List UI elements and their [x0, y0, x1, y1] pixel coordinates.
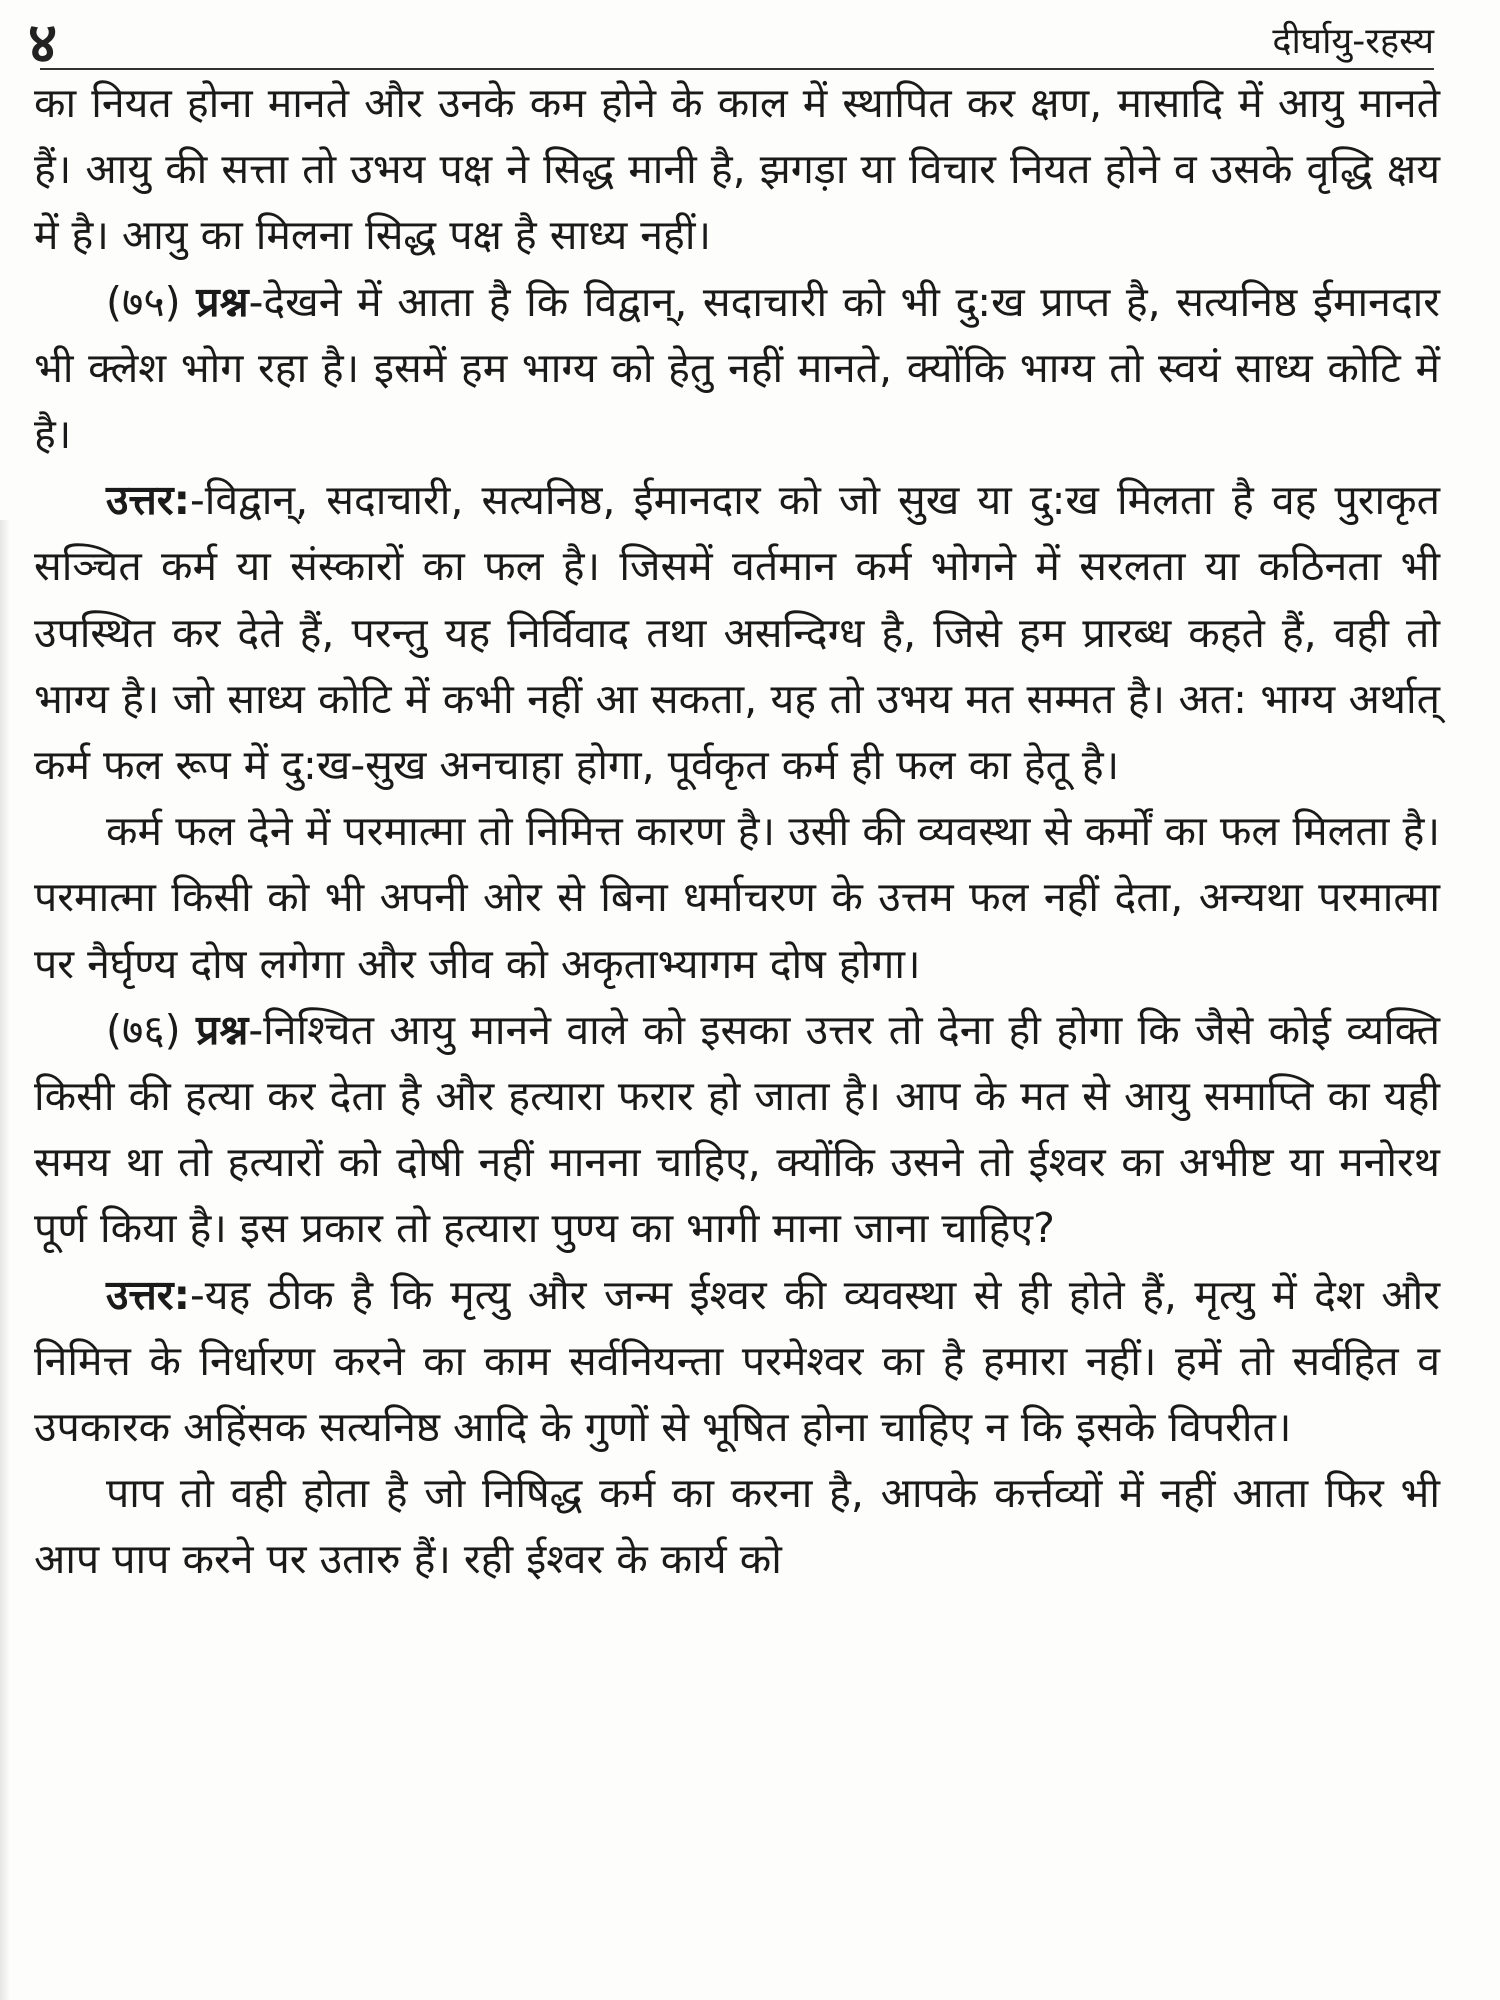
body-text: [34, 70, 1440, 1593]
page-number: ४: [28, 11, 58, 76]
answer-text: -यह ठीक है कि मृत्यु और जन्म ईश्वर की व्यवस्था से ही होते हैं, मृत्यु में देश और निमित्त के निर्धारण करने का काम सर्वनियन्ता परमेश्वर का है हमारा नहीं। हमें तो सर्वहित व उपकारक अहिंसक सत्यनिष्ठ आदि के गुणों से भूषित होना चाहिए न कि इसके विपरीत।: [34, 1270, 1440, 1452]
paragraph-sin: [34, 1460, 1440, 1592]
question-label: प्रश्न: [196, 1005, 249, 1054]
paragraph-text: पाप तो वही होता है जो निषिद्ध कर्म का करना है, आपके कर्त्तव्यों में नहीं आता फिर भी आप पाप करने पर उतारु हैं। रही ईश्वर के कार्य को: [34, 1469, 1440, 1584]
answer-label: उत्तर:: [106, 476, 190, 525]
answer-label: उत्तर:: [106, 1270, 190, 1319]
question-label: प्रश्न: [196, 277, 249, 326]
paragraph-continued: [34, 70, 1440, 269]
paragraph-karma-fruit: [34, 798, 1440, 997]
paragraph-text: का नियत होना मानते और उनके कम होने के काल में स्थापित कर क्षण, मासादि में आयु मानते हैं। आयु की सत्ता तो उभय पक्ष ने सिद्ध मानी है, झगड़ा या विचार नियत होने व उसके वृद्धि क्षय में है। आयु का मिलना सिद्ध पक्ष है साध्य नहीं।: [34, 79, 1440, 260]
question-75: [34, 269, 1440, 468]
page-binding-shadow: [0, 520, 10, 2000]
answer-75: [34, 467, 1440, 798]
answer-76: [34, 1262, 1440, 1461]
question-76: [34, 997, 1440, 1262]
answer-text: -विद्वान्, सदाचारी, सत्यनिष्ठ, ईमानदार को जो सुख या दु:ख मिलता है वह पुराकृत सञ्चित कर्म या संस्कारों का फल है। जिसमें वर्तमान कर्म भोगने में सरलता या कठिनता भी उपस्थित कर देते हैं, परन्तु यह निर्विवाद तथा असन्दिग्ध है, जिसे हम प्रारब्ध कहते हैं, वही तो भाग्य है। जो साध्य कोटि में कभी नहीं आ सकता, यह तो उभय मत सम्मत है। अत: भाग्य अर्थात् कर्म फल रूप में दु:ख-सुख अनचाहा होगा, पूर्वकृत कर्म ही फल का हेतू है।: [34, 476, 1440, 790]
question-text: -देखने में आता है कि विद्वान्, सदाचारी को भी दु:ख प्राप्त है, सत्यनिष्ठ ईमानदार भी क्लेश भोग रहा है। इसमें हम भाग्य को हेतु नहीं मानते, क्योंकि भाग्य तो स्वयं साध्य कोटि में है।: [34, 277, 1440, 459]
question-number: (७६): [106, 1005, 181, 1054]
paragraph-text: कर्म फल देने में परमात्मा तो निमित्त कारण है। उसी की व्यवस्था से कर्मों का फल मिलता है। परमात्मा किसी को भी अपनी ओर से बिना धर्माचरण के उत्तम फल नहीं देता, अन्यथा परमात्मा पर नैर्घृण्य दोष लगेगा और जीव को अकृताभ्यागम दोष होगा।: [34, 807, 1440, 988]
question-number: (७५): [106, 277, 181, 326]
running-header-title: दीर्घायु-रहस्य: [1272, 21, 1434, 62]
question-text: -निश्चित आयु मानने वाले को इसका उत्तर तो देना ही होगा कि जैसे कोई व्यक्ति किसी की हत्या कर देता है और हत्यारा फरार हो जाता है। आप के मत से आयु समाप्ति का यही समय था तो हत्यारों को दोषी नहीं मानना चाहिए, क्योंकि उसने तो ईश्वर का अभीष्ट या मनोरथ पूर्ण किया है। इस प्रकार तो हत्यारा पुण्य का भागी माना जाना चाहिए?: [34, 1005, 1440, 1253]
